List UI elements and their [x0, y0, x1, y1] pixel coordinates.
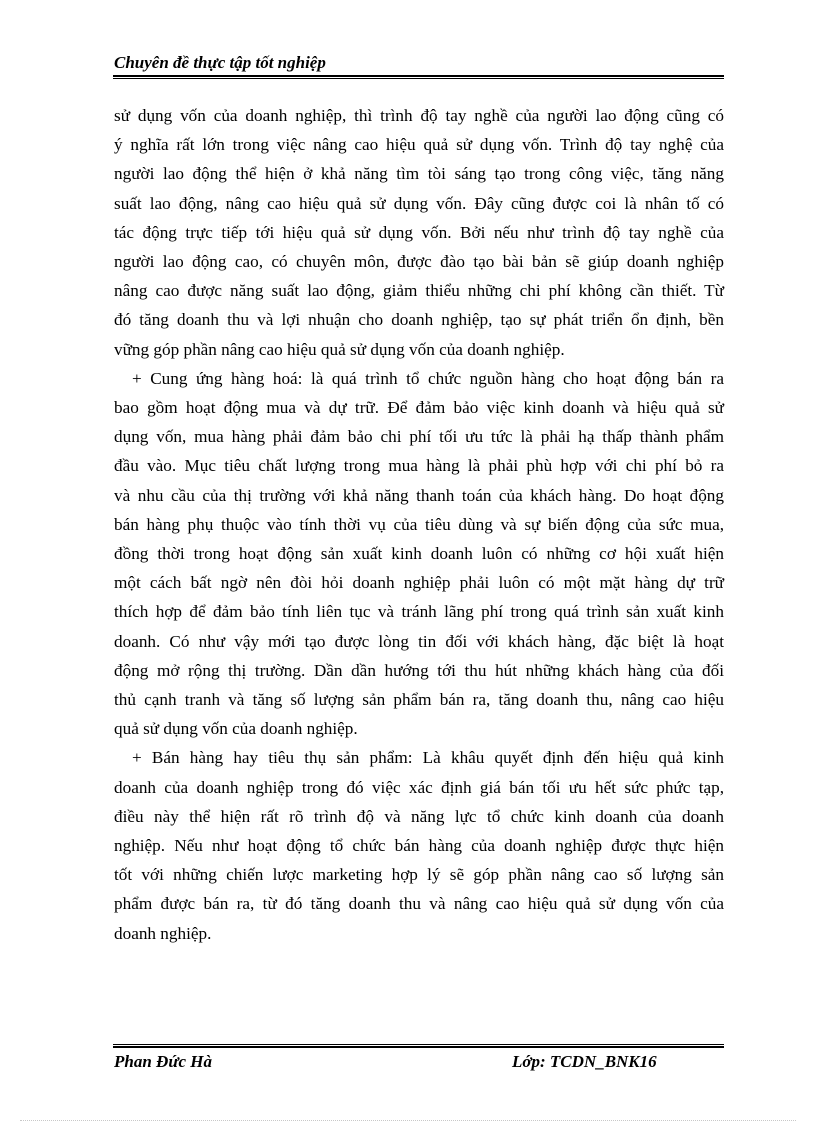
paragraph-line: nâng cao được năng suất lao động, giảm thiểu những chi phí không cần thiết. Từ [114, 281, 724, 301]
body-text [114, 101, 724, 948]
header-rule-top [113, 75, 724, 77]
header-title: Chuyên đề thực tập tốt nghiệp [114, 53, 326, 72]
paragraph-line: bán hàng phụ thuộc vào tính thời vụ của tiêu dùng và sự biến động của sức mua, [114, 514, 724, 534]
footer-author: Phan Đức Hà [114, 1052, 213, 1071]
paragraph-line: dụng vốn, mua hàng phải đảm bảo chi phí tối ưu tức là phải hạ thấp thành phẩm [114, 427, 724, 447]
paragraph-line: tác động trực tiếp tới hiệu quả sử dụng vốn. Bởi nếu như trình độ tay nghề của [114, 222, 724, 242]
paragraph-line: người lao động thể hiện ở khả năng tìm tòi sáng tạo trong công việc, tăng năng [114, 164, 724, 184]
page-edge-divider [20, 1120, 796, 1121]
paragraph-line: phẩm được bán ra, từ đó tăng doanh thu và nâng cao hiệu quả sử dụng vốn của [114, 894, 724, 914]
paragraph-1 [114, 101, 724, 364]
paragraph-line: doanh nghiệp. [114, 923, 212, 943]
paragraph-line: người lao động cao, có chuyên môn, được đào tạo bài bản sẽ giúp doanh nghiệp [114, 252, 724, 272]
paragraph-line: nghiệp. Nếu như hoạt động tổ chức bán hàng của doanh nghiệp được thực hiện [114, 836, 724, 856]
header-rule-bottom [113, 78, 724, 79]
paragraph-line: suất lao động, nâng cao hiệu quả sử dụng vốn. Đây cũng được coi là nhân tố có [114, 193, 724, 213]
paragraph-line: đó tăng doanh thu và lợi nhuận cho doanh nghiệp, tạo sự phát triển ổn định, bền [114, 310, 724, 330]
paragraph-line: một cách bất ngờ nên đòi hỏi doanh nghiệp phải luôn có một mặt hàng dự trữ [114, 573, 724, 593]
paragraph-line: ý nghĩa rất lớn trong việc nâng cao hiệu quả sử dụng vốn. Trình độ tay nghệ của [114, 135, 724, 155]
paragraph-2 [114, 364, 724, 744]
paragraph-line: doanh. Có như vậy mới tạo được lòng tin đối với khách hàng, đặc biệt là hoạt [114, 631, 724, 651]
paragraph-line: thủ cạnh tranh và tăng số lượng sản phẩm bán ra, tăng doanh thu, nâng cao hiệu [114, 690, 724, 710]
paragraph-line: doanh của doanh nghiệp trong đó việc xác định giá bán tối ưu hết sức phức tạp, [114, 777, 724, 797]
paragraph-line: đồng thời trong hoạt động sản xuất kinh doanh luôn có những cơ hội xuất hiện [114, 544, 724, 564]
paragraph-line: động mở rộng thị trường. Dần dần hướng tới thu hút những khách hàng của đối [114, 660, 724, 680]
paragraph-line: và nhu cầu của thị trường với khả năng thanh toán của khách hàng. Do hoạt động [114, 485, 724, 505]
paragraph-3 [114, 743, 724, 947]
paragraph-line: đầu vào. Mục tiêu chất lượng trong mua hàng là phải phù hợp với chi phí bỏ ra [114, 456, 724, 476]
footer-rule-top [113, 1044, 724, 1045]
footer-rule-bottom [113, 1046, 724, 1048]
paragraph-line: điều này thể hiện rất rõ trình độ và năng lực tổ chức kinh doanh của doanh [114, 806, 724, 826]
paragraph-line: quả sử dụng vốn của doanh nghiệp. [114, 719, 358, 739]
paragraph-line: tốt với những chiến lược marketing hợp lý sẽ góp phần nâng cao số lượng sản [114, 865, 724, 885]
footer-class-label: Lớp: TCDN_BNK16 [512, 1052, 657, 1071]
paragraph-line: thích hợp để đảm bảo tính liên tục và tránh lãng phí trong quá trình sản xuất kinh [114, 602, 724, 622]
paragraph-line: + Cung ứng hàng hoá: là quá trình tổ chức nguồn hàng cho hoạt động bán ra [132, 368, 724, 388]
paragraph-line: bao gồm hoạt động mua và dự trữ. Để đảm bảo việc kinh doanh và hiệu quả sử [114, 398, 724, 418]
paragraph-line: vững góp phần nâng cao hiệu quả sử dụng vốn của doanh nghiệp. [114, 339, 565, 359]
paragraph-line: + Bán hàng hay tiêu thụ sản phẩm: Là khâu quyết định đến hiệu quả kinh [132, 748, 724, 768]
paragraph-line: sử dụng vốn của doanh nghiệp, thì trình độ tay nghề của người lao động cũng có [114, 106, 724, 125]
